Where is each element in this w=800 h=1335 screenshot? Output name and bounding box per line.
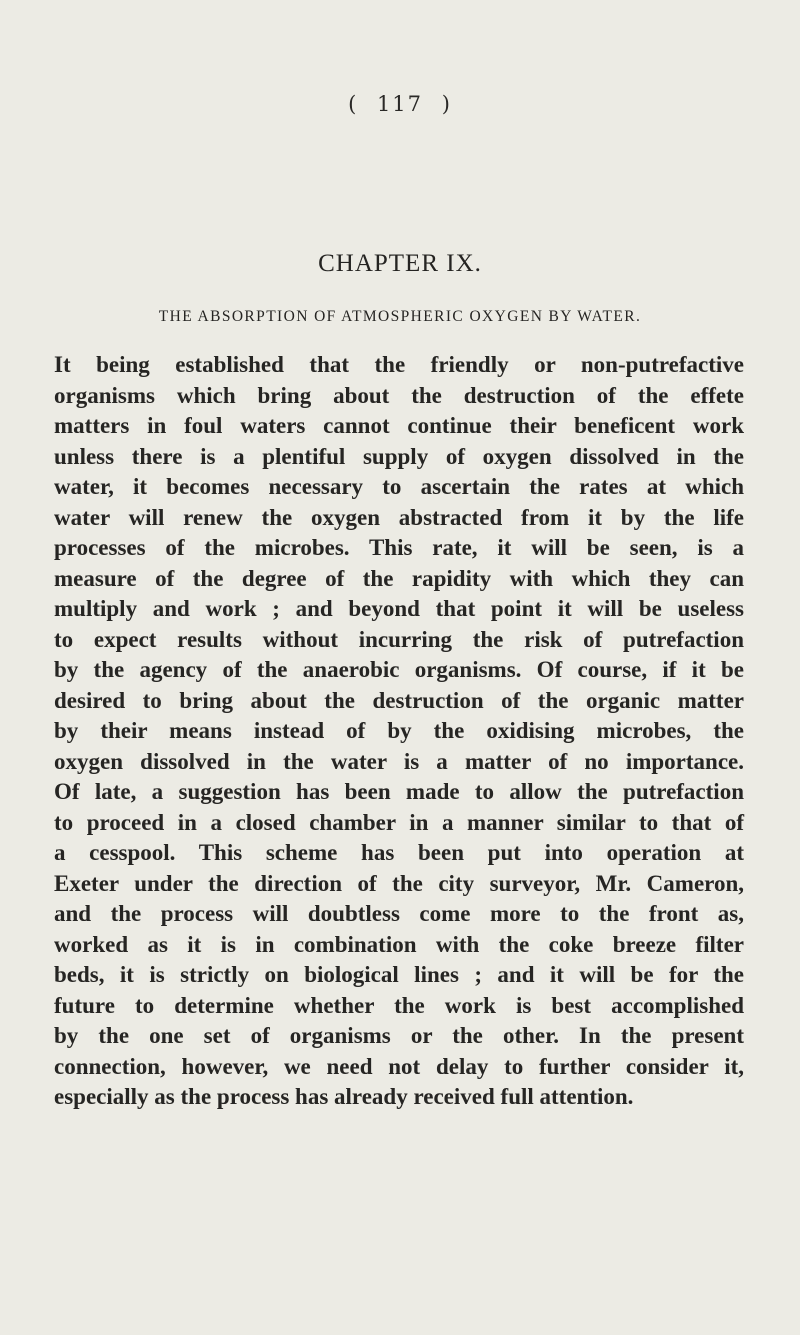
paragraph-line: worked as it is in combination with the coke breeze filter (54, 931, 744, 957)
paragraph-line: to expect results without incurring the risk of putrefaction (54, 626, 744, 652)
paragraph-line: multiply and work ; and beyond that point it will be useless (54, 596, 744, 621)
chapter-heading: CHAPTER IX. (318, 250, 482, 277)
paragraph-line: It being established that the friendly or non-putrefactive (54, 352, 744, 377)
paragraph-line: water will renew the oxygen abstracted from it by the life (54, 504, 744, 530)
paragraph-line: a cesspool. This scheme has been put into operation at (54, 840, 744, 865)
paragraph-line: by their means instead of by the oxidising microbes, the (54, 718, 744, 743)
paragraph-line: desired to bring about the destruction of the organic matter (54, 687, 744, 713)
paragraph-line: measure of the degree of the rapidity with which they can (54, 565, 744, 591)
page-number: ( 117 ) (348, 92, 452, 116)
chapter-title: THE ABSORPTION OF ATMOSPHERIC OXYGEN BY WATER. (158, 308, 642, 325)
paragraph-line: Exeter under the direction of the city surveyor, Mr. Cameron, (54, 870, 744, 896)
paragraph-line: unless there is a plentiful supply of oxygen dissolved in the (54, 443, 744, 469)
paragraph-line: to proceed in a closed chamber in a manner similar to that of (54, 809, 744, 835)
paragraph-line: by the agency of the anaerobic organisms. Of course, if it be (54, 657, 744, 682)
paragraph-line: future to determine whether the work is best accomplished (54, 992, 744, 1018)
paragraph-line: connection, however, we need not delay to further consider it, (54, 1053, 744, 1079)
paragraph-line: matters in foul waters cannot continue their beneficent work (54, 413, 744, 438)
paragraph-line: and the process will doubtless come more to the front as, (54, 901, 744, 926)
paragraph-line: beds, it is strictly on biological lines ; and it will be for the (54, 962, 744, 987)
paragraph-line: organisms which bring about the destruction of the effete (54, 382, 744, 408)
paragraph-line: especially as the process has already received full attention. (54, 1084, 634, 1109)
paragraph-line: by the one set of organisms or the other. In the present (54, 1023, 744, 1048)
paragraph-line: Of late, a suggestion has been made to allow the putrefaction (54, 779, 744, 804)
paragraph-line: water, it becomes necessary to ascertain the rates at which (54, 474, 744, 499)
paragraph-line: processes of the microbes. This rate, it will be seen, is a (54, 535, 744, 560)
paragraph-line: oxygen dissolved in the water is a matter of no importance. (54, 748, 744, 774)
chapter-body-paragraph (54, 350, 744, 1113)
